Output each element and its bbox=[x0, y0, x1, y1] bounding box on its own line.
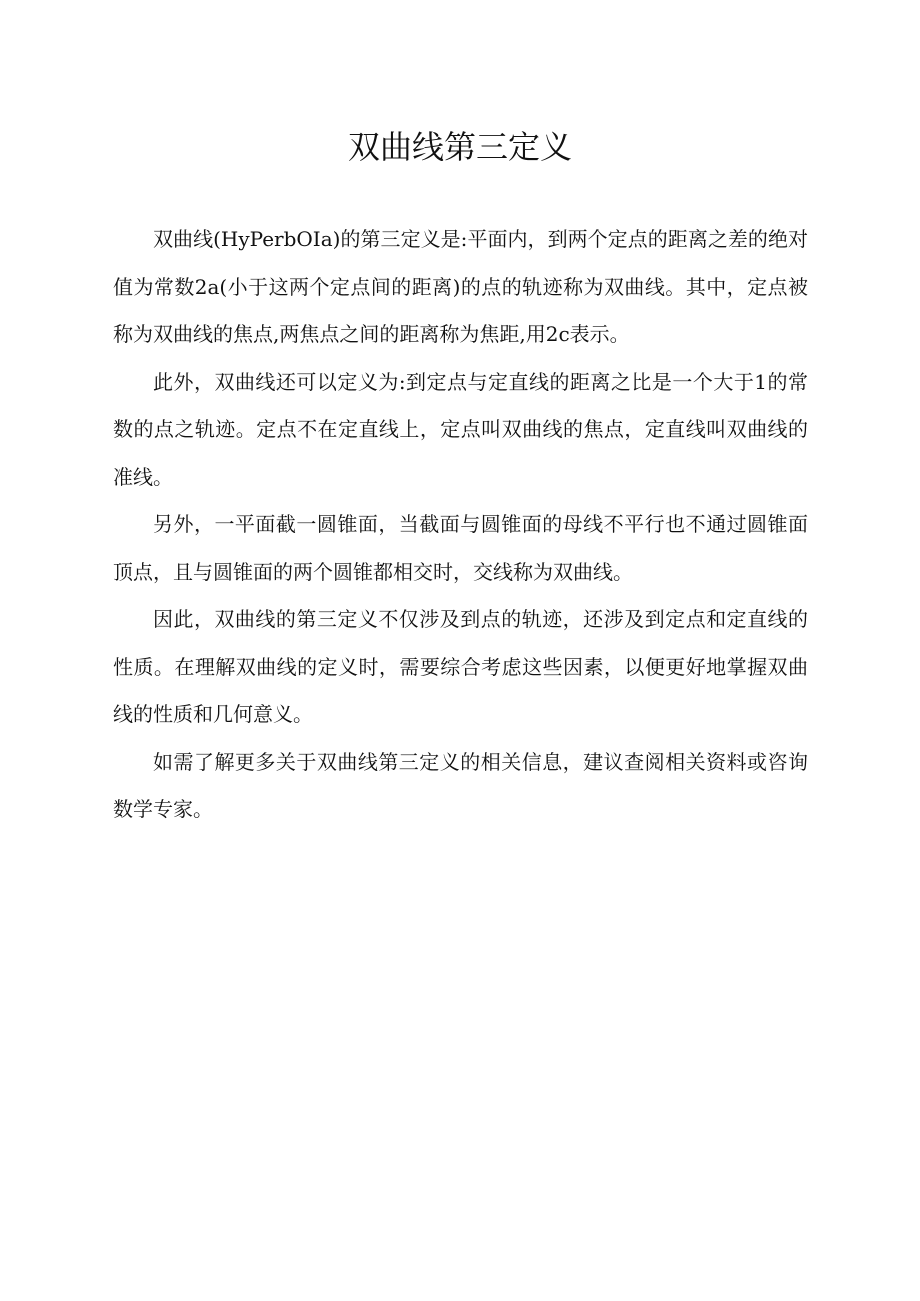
paragraph-further-reading: 如需了解更多关于双曲线第三定义的相关信息，建议查阅相关资料或咨询数学专家。 bbox=[113, 749, 808, 821]
paragraph-summary: 因此，双曲线的第三定义不仅涉及到点的轨迹，还涉及到定点和定直线的性质。在理解双曲线的定义时，需要综合考虑这些因素，以便更好地掌握双曲线的性质和几何意义。 bbox=[113, 607, 808, 726]
paragraph-directrix-definition: 此外，双曲线还可以定义为:到定点与定直线的距离之比是一个大于1的常数的点之轨迹。定点不在定直线上，定点叫双曲线的焦点，定直线叫双曲线的准线。 bbox=[113, 369, 808, 489]
document-title: 双曲线第三定义 bbox=[347, 128, 572, 166]
document-body bbox=[113, 216, 808, 834]
paragraph-conic-section: 另外，一平面截一圆锥面，当截面与圆锥面的母线不平行也不通过圆锥面顶点，且与圆锥面的两个圆锥都相交时，交线称为双曲线。 bbox=[113, 512, 808, 584]
paragraph-definition: 双曲线(HyPerbOIa)的第三定义是:平面内，到两个定点的距离之差的绝对值为常数2a(小于这两个定点间的距离)的点的轨迹称为双曲线。其中，定点被称为双曲线的焦点,两焦点之间的距离称为焦距,用2c表示。 bbox=[113, 227, 808, 346]
